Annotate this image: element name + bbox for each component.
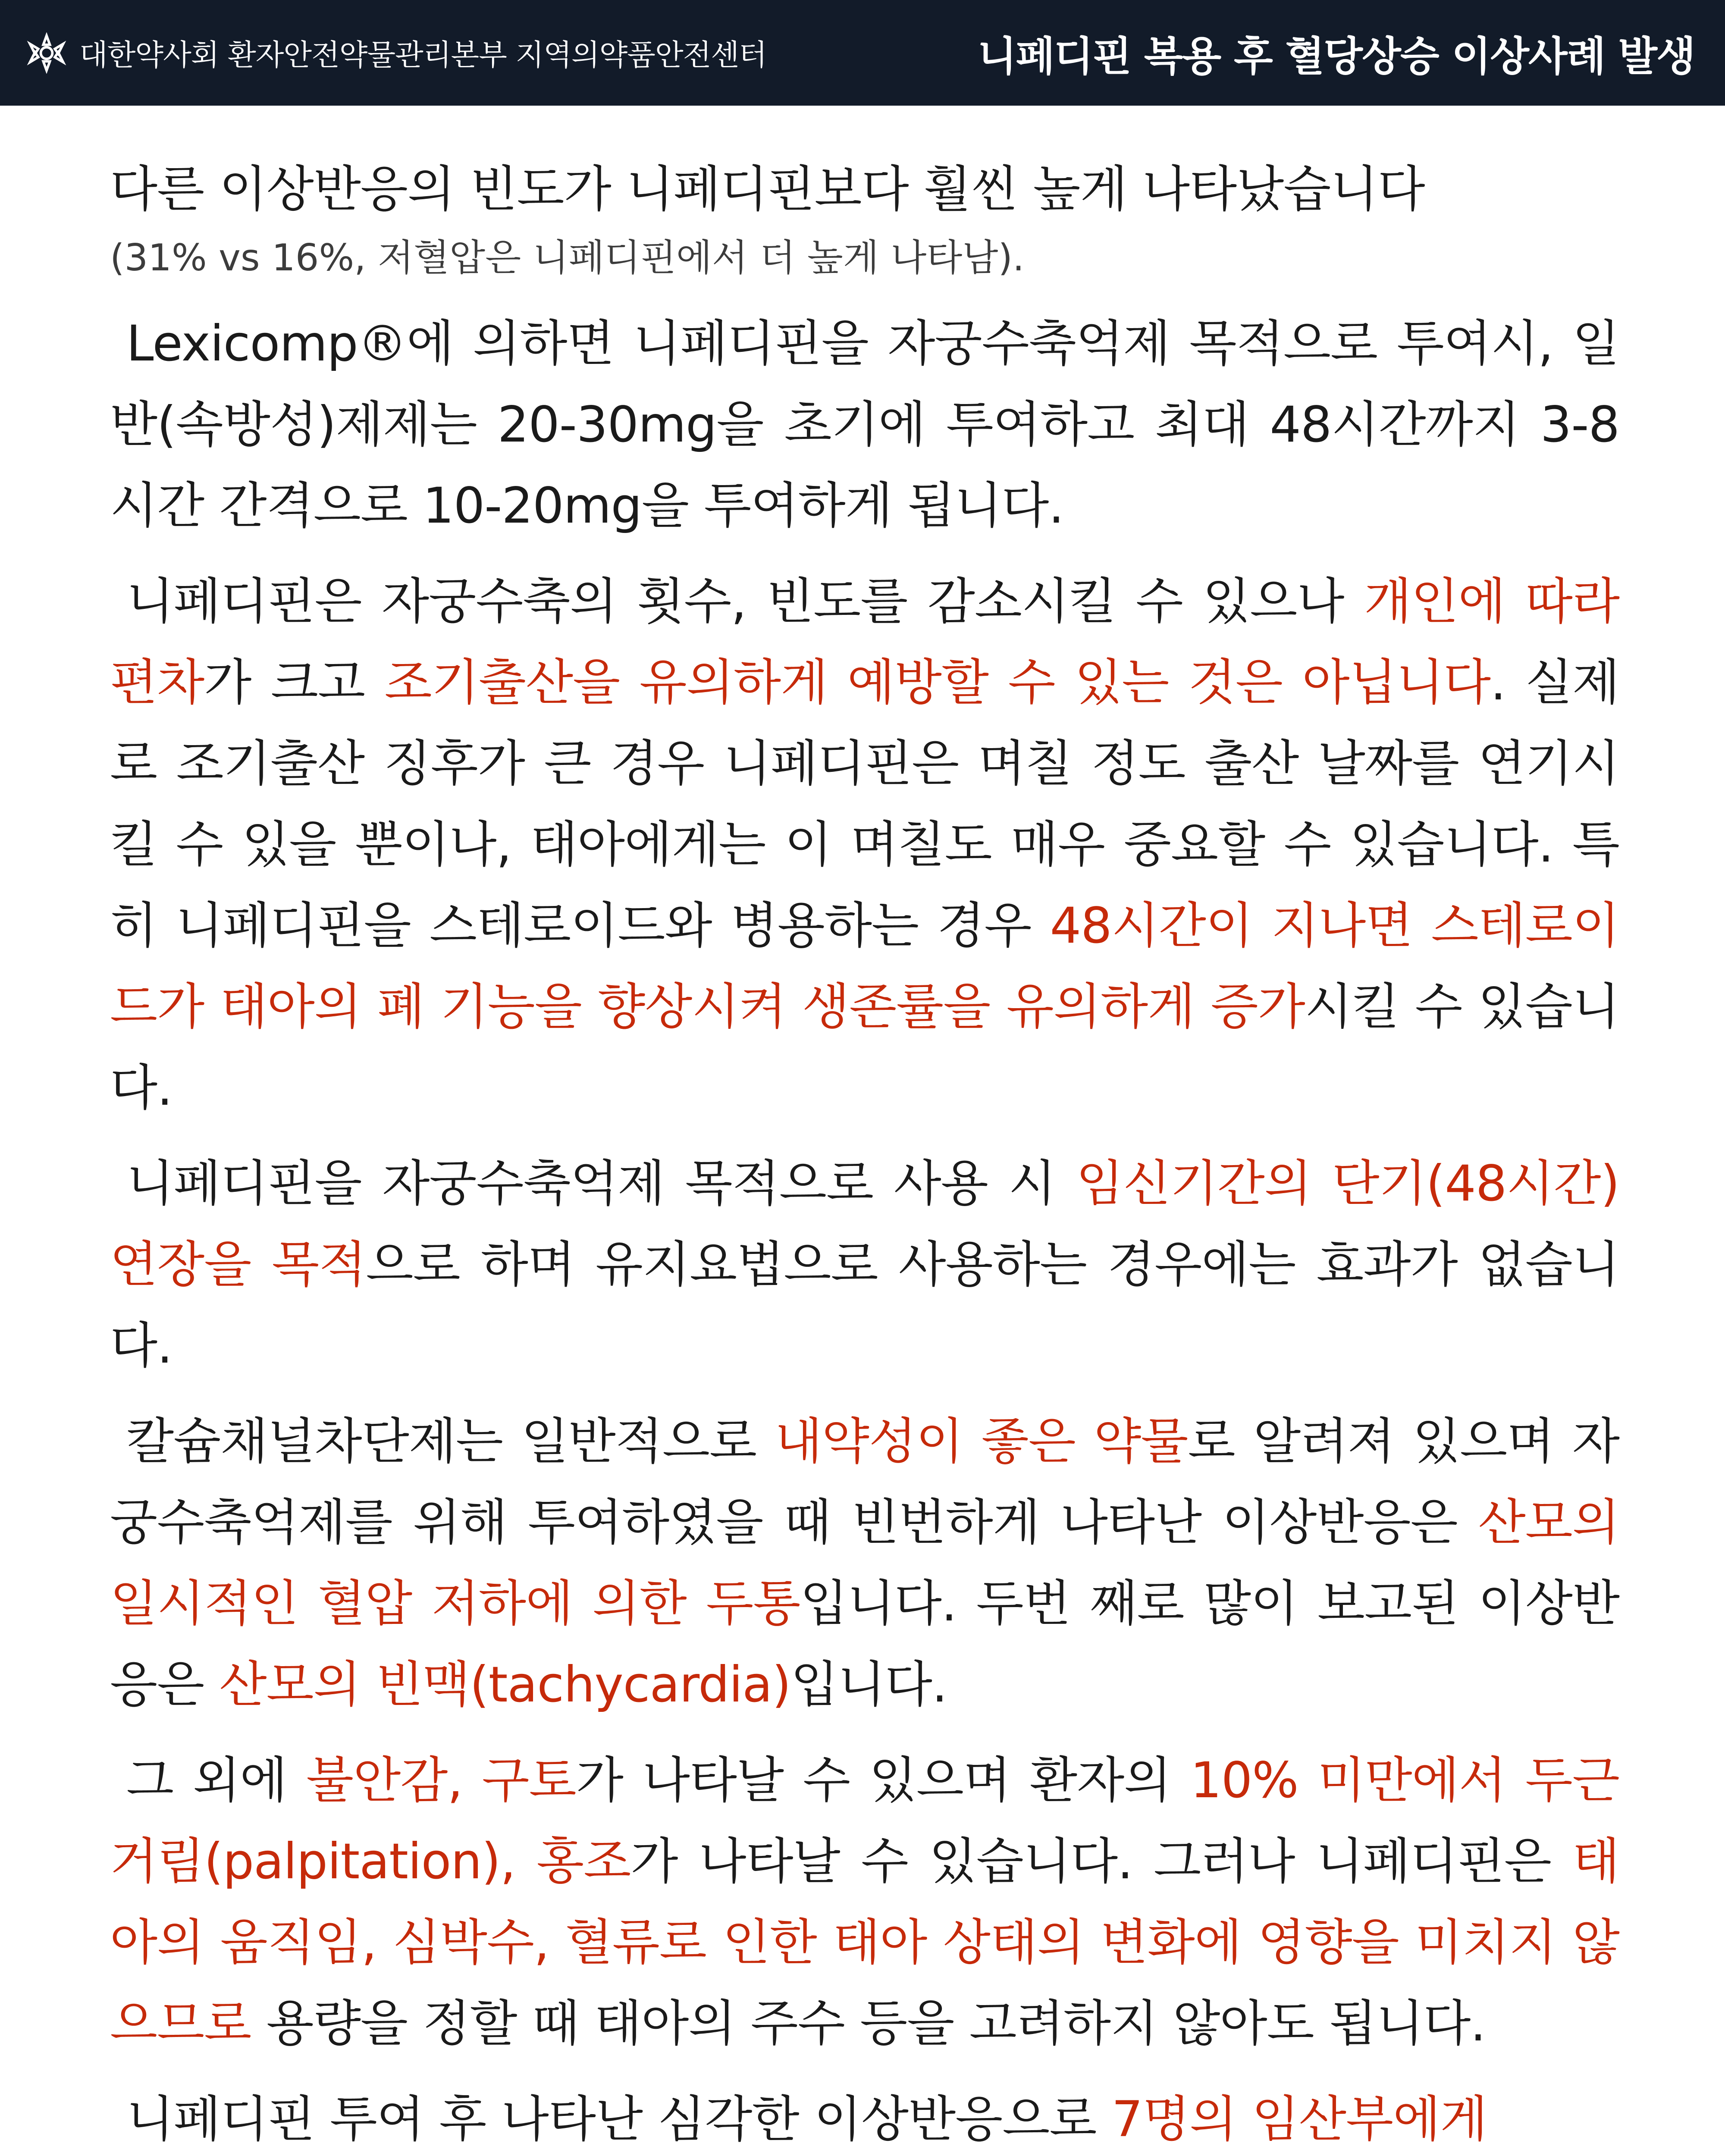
body-text: 로 알려져 있으며 자궁수축억제를 위해 투여하였을 때 빈번하게 나타난 이상반응은 xyxy=(110,1413,1620,1551)
body-text: 입니다. 두번 째로 많이 보고된 이상반응은 xyxy=(110,1575,1619,1713)
highlighted-text: 10% 미만에서 두근거림(palpitation), 홍조 xyxy=(110,1752,1619,1890)
paragraph xyxy=(110,1401,1619,1725)
highlighted-text: 임신기간의 단기(48시간) 연장을 목적 xyxy=(110,1155,1619,1293)
body-text: Lexicomp®에 의하면 니페디핀을 자궁수축억제 목적으로 투여시, 일반(속방성)제제는 20-30mg을 초기에 투여하고 최대 48시간까지 3-8시간 간격으로 10-20mg을 투여하게 됩니다. xyxy=(110,315,1619,534)
body-text: 가 나타날 수 있으며 환자의 xyxy=(576,1752,1191,1809)
highlighted-text: 불안감, 구토 xyxy=(306,1752,576,1809)
body-text: 니페디핀을 자궁수축억제 목적으로 사용 시 xyxy=(126,1155,1076,1212)
document-body xyxy=(110,149,1619,2156)
body-text: 입니다. xyxy=(790,1656,947,1713)
paragraph-note: (31% vs 16%, 저혈압은 니페디핀에서 더 높게 나타남). xyxy=(110,236,1025,279)
paragraph xyxy=(110,2079,1619,2156)
organization-logo-icon xyxy=(26,32,67,74)
highlighted-text: 산모의 빈맥(tachycardia) xyxy=(219,1656,791,1713)
body-text: 으로 하며 유지요법으로 사용하는 경우에는 효과가 없습니다. xyxy=(110,1236,1620,1374)
body-text: 용량을 정할 때 태아의 주수 등을 고려하지 않아도 됩니다. xyxy=(251,1995,1486,2052)
body-text: 칼슘채널차단제는 일반적으로 xyxy=(126,1413,775,1470)
body-text: . 실제로 조기출산 징후가 큰 경우 니페디핀은 며칠 정도 출산 날짜를 연기시킬 수 있을 뿐이나, 태아에게는 이 며칠도 매우 중요할 수 있습니다. 특히 니페디핀을 스테로이드와 병용하는 경우 xyxy=(110,654,1619,954)
highlighted-text: 조기출산을 유의하게 예방할 수 있는 것은 아닙니다 xyxy=(384,654,1491,711)
highlighted-text: 7명의 임산부에게 xyxy=(1111,2090,1487,2148)
body-text: 가 크고 xyxy=(204,654,385,711)
highlighted-text: 개인에 따라 편차 xyxy=(110,573,1619,711)
body-text: 니페디핀은 자궁수축의 횟수, 빈도를 감소시킬 수 있으나 xyxy=(126,573,1364,630)
body-text: 다른 이상반응의 빈도가 니페디핀보다 훨씬 높게 나타났습니다 xyxy=(110,160,1425,218)
document-topic: 니페디핀 복용 후 혈당상승 이상사례 발생 xyxy=(977,33,1695,80)
highlighted-text: 48시간이 지나면 스테로이드가 태아의 폐 기능을 향상시켜 생존률을 유의하게 증가 xyxy=(110,897,1619,1035)
paragraph xyxy=(110,149,1619,230)
body-text: 니페디핀 투여 후 나타난 심각한 이상반응으로 xyxy=(126,2090,1112,2148)
paragraph xyxy=(110,303,1619,546)
paragraph xyxy=(110,1740,1619,2064)
highlighted-text: 내약성이 좋은 약물 xyxy=(775,1413,1188,1470)
highlighted-text: 태아의 움직임, 심박수, 혈류로 인한 태아 상태의 변화에 영향을 미치지 않으므로 xyxy=(110,1833,1619,2052)
body-text: 그 외에 xyxy=(126,1752,307,1809)
paragraph xyxy=(110,561,1619,1128)
page-header xyxy=(0,0,1725,106)
body-text: 시킬 수 있습니다. xyxy=(110,978,1619,1116)
organization-name: 대한약사회 환자안전약물관리본부 지역의약품안전센터 xyxy=(79,38,767,72)
paragraph xyxy=(110,1143,1619,1386)
body-text: 가 나타날 수 있습니다. 그러나 니페디핀은 xyxy=(630,1833,1572,1890)
highlighted-text: 산모의 일시적인 혈압 저하에 의한 두통 xyxy=(110,1494,1619,1632)
